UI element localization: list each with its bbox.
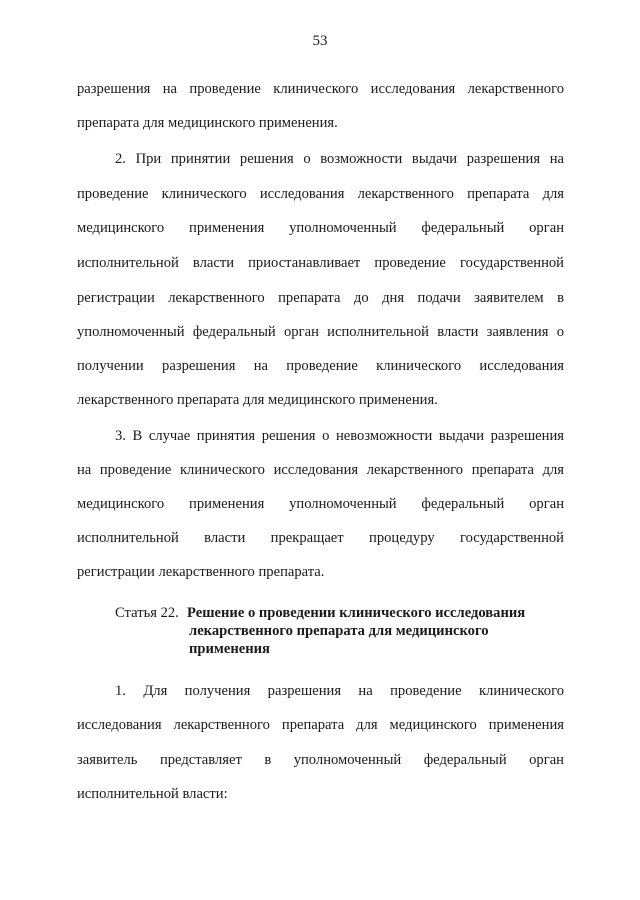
text-line: регистрации лекарственного препарата. (77, 564, 325, 580)
text-line: 1. Для получения разрешения на проведение клинического (115, 683, 564, 699)
text-line: получении разрешения на проведение клинического исследования (77, 358, 564, 374)
text-line: исполнительной власти: (77, 786, 228, 802)
article-title-line: Решение о проведении клинического исследования (187, 605, 526, 621)
text-line: 3. В случае принятия решения о невозможности выдачи разрешения (115, 428, 564, 444)
text-line: регистрации лекарственного препарата до дня подачи заявителем в (77, 290, 564, 306)
article-title-line: лекарственного препарата для медицинского (189, 623, 489, 639)
text-line: исполнительной власти приостанавливает проведение государственной (77, 255, 564, 271)
text-line: разрешения на проведение клинического исследования лекарственного (77, 81, 564, 97)
article-title-line: применения (189, 641, 270, 657)
text-line: медицинского применения уполномоченный федеральный орган (77, 220, 564, 236)
text-line: заявитель представляет в уполномоченный федеральный орган (77, 752, 564, 768)
text-line: проведение клинического исследования лекарственного препарата для (77, 186, 564, 202)
text-line: на проведение клинического исследования лекарственного препарата для (77, 462, 564, 478)
page-number: 53 (312, 33, 328, 49)
text-line: исполнительной власти прекращает процедуру государственной (77, 530, 564, 546)
text-line: медицинского применения уполномоченный федеральный орган (77, 496, 564, 512)
text-line: препарата для медицинского применения. (77, 115, 338, 131)
text-line: лекарственного препарата для медицинского применения. (77, 392, 438, 408)
article-label: Статья 22. (115, 605, 179, 621)
text-line: уполномоченный федеральный орган исполнительной власти заявления о (77, 324, 564, 340)
article-title (187, 604, 587, 658)
text-line: 2. При принятии решения о возможности выдачи разрешения на (115, 151, 564, 167)
text-line: исследования лекарственного препарата для медицинского применения (77, 717, 564, 733)
